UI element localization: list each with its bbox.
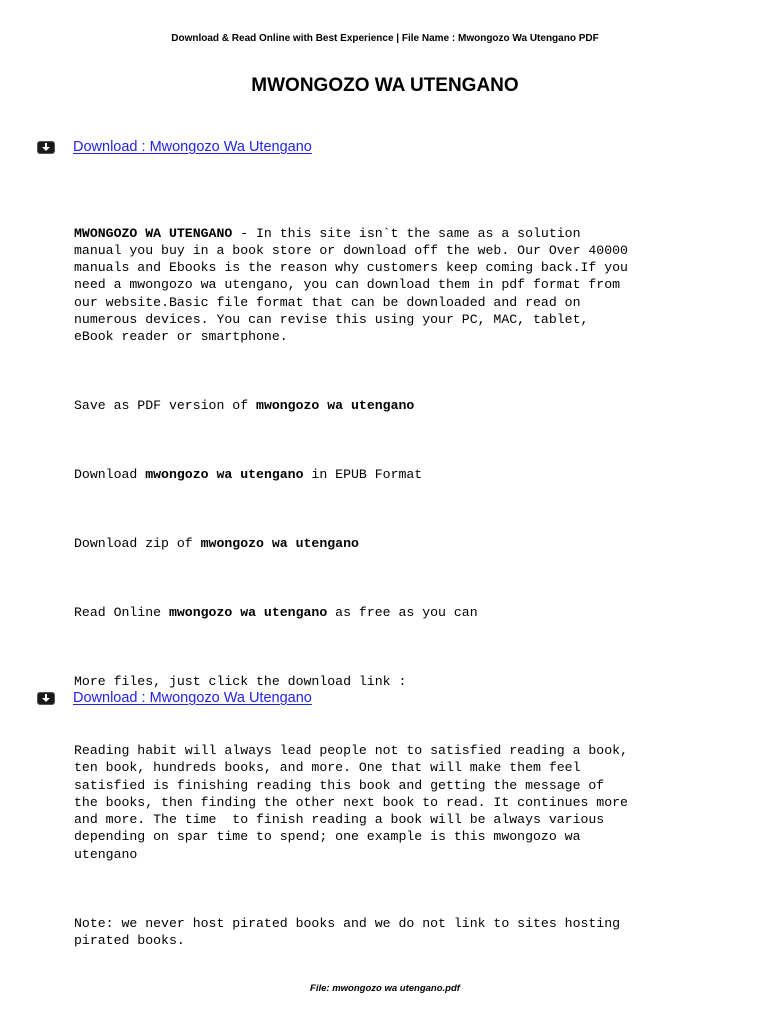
read-online-line[interactable] [74, 604, 744, 621]
save-pdf-bold: mwongozo wa utengano [256, 398, 415, 413]
download-row-bottom[interactable] [37, 688, 312, 708]
epub-bold: mwongozo wa utengano [145, 467, 304, 482]
reading-line: Reading habit will always lead people not to satisfied reading a book, [74, 743, 628, 758]
download-epub-line[interactable] [74, 466, 744, 483]
save-pdf-prefix: Save as PDF version of [74, 398, 257, 413]
epub-suffix: in EPUB Format [303, 467, 423, 482]
reading-line: utengano [74, 846, 138, 862]
page-footer: File: mwongozo wa utengano.pdf [310, 983, 460, 994]
reading-line: depending on spar time to spend; one example is this mwongozo wa [74, 829, 581, 845]
download-zip-line[interactable] [74, 535, 744, 552]
reading-line: and more. The time to finish reading a book will be always various [74, 812, 605, 827]
page-header: Download & Read Online with Best Experience | File Name : Mwongozo Wa Utengano PDF [171, 33, 599, 44]
online-bold: mwongozo wa utengano [168, 605, 328, 620]
more-files-line: More files, just click the download link : [74, 674, 407, 689]
note-paragraph [74, 915, 744, 950]
online-suffix: as free as you can [327, 605, 478, 620]
download-row-top[interactable] [37, 137, 312, 157]
intro-bold-title: MWONGOZO WA UTENGANO [74, 225, 233, 241]
online-prefix: Read Online [74, 605, 169, 620]
intro-line: eBook reader or smartphone. [74, 329, 288, 344]
download-icon[interactable] [37, 692, 55, 705]
intro-line: need a mwongozo wa utengano, you can download them in pdf format from [74, 277, 621, 293]
zip-prefix: Download zip of [74, 536, 201, 551]
document-body [74, 190, 744, 984]
download-icon[interactable] [37, 141, 55, 154]
reading-habit-paragraph [74, 742, 744, 863]
zip-bold: mwongozo wa utengano [200, 536, 359, 551]
note-line: Note: we never host pirated books and we do not link to sites hosting [74, 915, 621, 931]
intro-line: our website.Basic file format that can be downloaded and read on [74, 294, 581, 310]
intro-line: manual you buy in a book store or download off the web. Our Over 40000 [74, 242, 628, 258]
document-title: MWONGOZO WA UTENGANO [251, 75, 519, 96]
reading-line: ten book, hundreds books, and more. One that will make them feel [74, 760, 581, 776]
download-link-bottom[interactable]: Download : Mwongozo Wa Utengano [73, 690, 312, 706]
intro-line: numerous devices. You can revise this using your PC, MAC, tablet, [74, 311, 589, 327]
save-pdf-line[interactable] [74, 397, 744, 414]
epub-prefix: Download [74, 467, 146, 482]
download-link-top[interactable]: Download : Mwongozo Wa Utengano [73, 139, 312, 155]
intro-paragraph [74, 225, 744, 346]
reading-line: satisfied is finishing reading this book and getting the message of [74, 777, 605, 793]
reading-line: the books, then finding the other next book to read. It continues more [74, 794, 628, 810]
note-line: pirated books. [74, 932, 185, 948]
intro-line-1: - In this site isn`t the same as a solution [232, 225, 581, 241]
intro-line: manuals and Ebooks is the reason why customers keep coming back.If you [74, 260, 628, 275]
